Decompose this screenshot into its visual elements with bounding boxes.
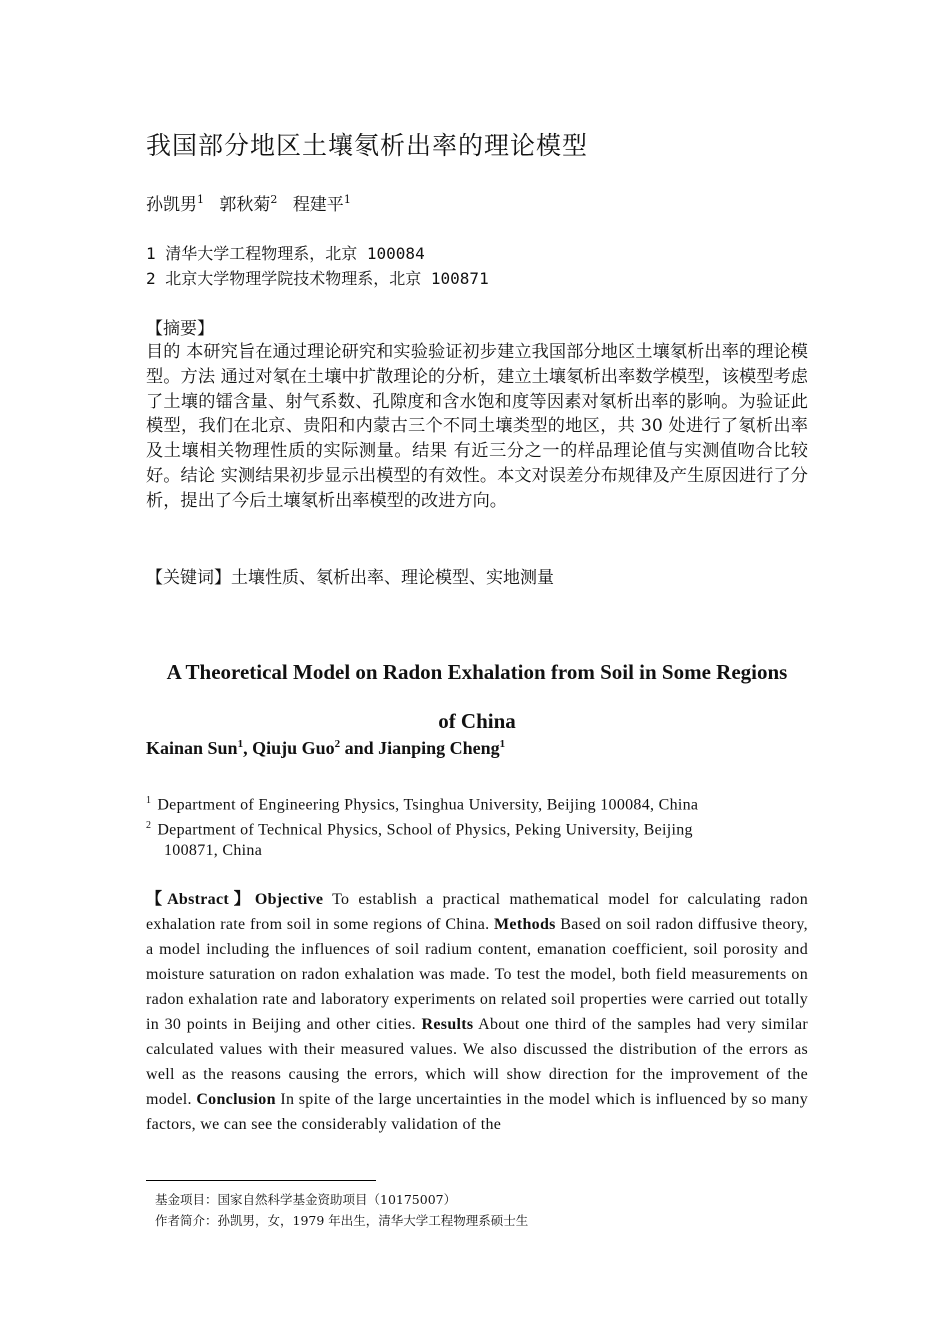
author-separator: and bbox=[340, 738, 379, 758]
author-name: 孙凯男 bbox=[146, 195, 197, 215]
english-title bbox=[146, 648, 808, 746]
author-affil-sup: 1 bbox=[499, 738, 506, 750]
footnote-author-bio: 作者简介：孙凯男，女，1979 年出生，清华大学工程物理系硕士生 bbox=[155, 1213, 529, 1228]
author-affil-sup: 1 bbox=[197, 193, 204, 207]
methods-text: Based on soil radon diffusive theory, a model including the influences of soil radium content, emanation coefficient, soil porosity and moisture saturation on radon exhalation was made. To test the model, both field measurements on radon exhalation rate and laboratory experiments on related soil properties were carried out totally in 30 points in Beijing and other cities. bbox=[146, 916, 808, 1033]
english-abstract bbox=[146, 887, 808, 1137]
results-label: Results bbox=[421, 1016, 474, 1033]
affil-text: Department of Engineering Physics, Tsinghua University, Beijing 100084, China bbox=[157, 796, 699, 814]
author-affil-sup: 2 bbox=[270, 193, 278, 207]
english-title-line: of China bbox=[438, 709, 516, 733]
author-separator: , bbox=[243, 738, 253, 758]
affil-text: Department of Technical Physics, School of Physics, Peking University, Beijing bbox=[157, 821, 693, 839]
author-affil-sup: 1 bbox=[343, 193, 351, 207]
chinese-affiliation-2: 2 北京大学物理学院技术物理系，北京 100871 bbox=[146, 269, 489, 288]
author-name: 郭秋菊 bbox=[219, 195, 271, 215]
footnote-divider bbox=[146, 1180, 376, 1181]
chinese-title: 我国部分地区土壤氡析出率的理论模型 bbox=[146, 131, 589, 160]
english-authors bbox=[146, 738, 505, 759]
abstract-label: 【Abstract】 bbox=[146, 891, 255, 908]
chinese-authors bbox=[146, 190, 361, 215]
affil-sup: 2 bbox=[146, 820, 152, 831]
chinese-affiliation-1: 1 清华大学工程物理系，北京 100084 bbox=[146, 244, 425, 263]
footnote-funding: 基金项目：国家自然科学基金资助项目（10175007） bbox=[155, 1192, 457, 1207]
conclusion-text: In spite of the large uncertainties in the model which is influenced by so many factors, we can see the considerably validation of the bbox=[146, 1091, 808, 1133]
keywords-label: 【关键词】 bbox=[146, 568, 231, 588]
author-name: 程建平 bbox=[292, 195, 344, 215]
author-affil-sup: 2 bbox=[334, 738, 341, 750]
chinese-abstract-heading: 【摘要】 bbox=[146, 319, 214, 339]
methods-label: Methods bbox=[494, 916, 556, 933]
results-text: About one third of the samples had very similar calculated values with their measured values. We also discussed the distribution of the errors as well as the reasons causing the errors, which will show direction for the improvement of the model. bbox=[146, 1016, 808, 1108]
keywords-text: 土壤性质、氡析出率、理论模型、实地测量 bbox=[231, 568, 554, 588]
author-name: Kainan Sun bbox=[146, 738, 238, 758]
objective-text: To establish a practical mathematical model for calculating radon exhalation rate from soil in some regions of China. bbox=[146, 891, 808, 933]
affil-sup: 1 bbox=[146, 795, 152, 806]
author-name: Jianping Cheng bbox=[378, 738, 500, 758]
chinese-keywords bbox=[146, 563, 554, 588]
author-affil-sup: 1 bbox=[237, 738, 244, 750]
english-title-line: A Theoretical Model on Radon Exhalation from Soil in Some Regions bbox=[166, 660, 788, 684]
objective-label: Objective bbox=[254, 891, 324, 908]
author-name: Qiuju Guo bbox=[252, 738, 335, 758]
conclusion-label: Conclusion bbox=[196, 1091, 276, 1108]
chinese-abstract: 目的 本研究旨在通过理论研究和实验验证初步建立我国部分地区土壤氡析出率的理论模型。方法 通过对氡在土壤中扩散理论的分析，建立土壤氡析出率数学模型，该模型考虑了土壤的镭含量、射气系数、孔隙度和含水饱和度等因素对氡析出率的影响。为验证此模型，我们在北京、贵阳和内蒙古三个不同土壤类型的地区，共 30 处进行了氡析出率及土壤相关物理性质的实际测量。结果 有近三分之一的样品理论值与实测值吻合比较好。结论 实测结果初步显示出模型的有效性。本文对误差分布规律及产生原因进行了分析，提出了今后土壤氡析出率模型的改进方向。 bbox=[146, 342, 808, 511]
english-affiliation-2-continued: 100871, China bbox=[164, 842, 263, 859]
